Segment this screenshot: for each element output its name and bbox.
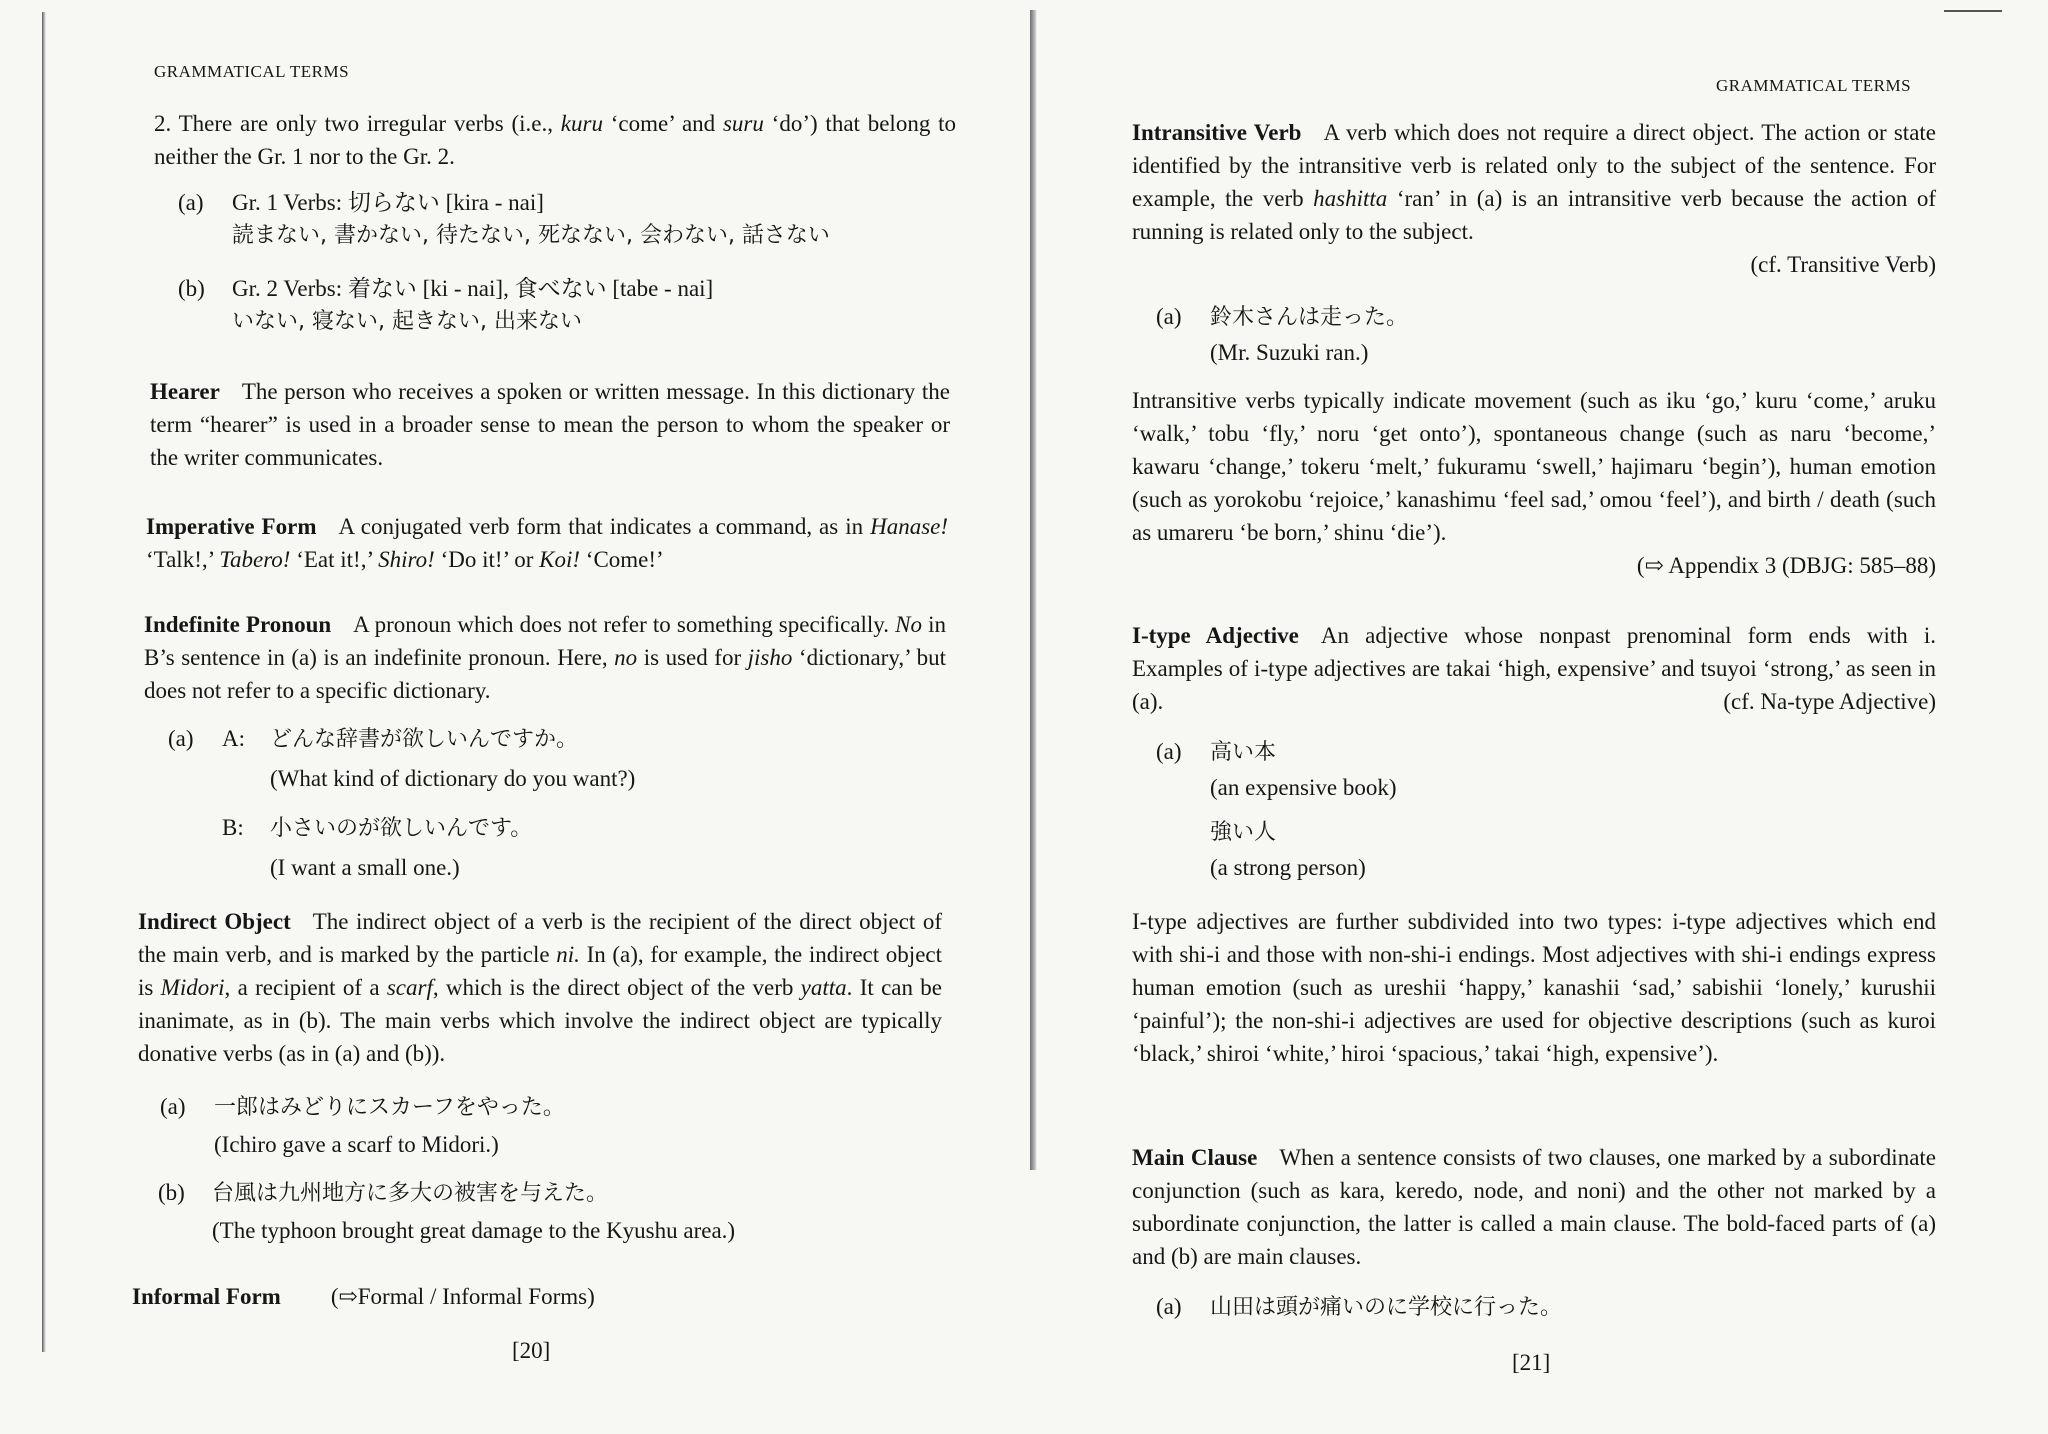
text: , which is the direct object of the verb: [432, 975, 801, 1000]
entry-term: Intransitive Verb: [1132, 120, 1302, 145]
example-word: Hanase!: [870, 514, 949, 539]
entry-definition: An adjective whose nonpast prenominal form ends with i. Examples of i-type adjectives are takai ‘high, expensive’ and tsuyoi ‘strong,’ as seen in (a).: [1132, 623, 1936, 714]
running-head: GRAMMATICAL TERMS: [154, 62, 350, 81]
example-intransitive-verb: [1156, 300, 1856, 369]
example-word: Koi!: [539, 547, 581, 572]
example-gr2: [178, 272, 978, 338]
example-japanese: 一郎はみどりにスカーフをやった。: [214, 1095, 565, 1120]
example-label: (a): [168, 726, 194, 751]
entry-term: Indefinite Pronoun: [144, 612, 332, 637]
example-label: (a): [1156, 739, 1182, 764]
text: In (a), for example, the indirect object is: [138, 942, 943, 1000]
entry-intransitive-verb: [1132, 116, 1936, 281]
example-word: jisho: [747, 645, 793, 670]
entry-definition: A conjugated verb form that indicates a command, as in: [338, 514, 871, 539]
cross-reference: (cf. Na-type Adjective): [1723, 689, 1936, 714]
example-label: (a): [178, 190, 204, 215]
text: ‘Come!’: [580, 547, 664, 572]
example-translation: (a strong person): [1210, 855, 1366, 880]
term-kuru: kuru: [560, 111, 603, 136]
entry-indirect-object: [138, 905, 942, 1070]
example-japanese: 読まない, 書かない, 待たない, 死なない, 会わない, 話さない: [232, 223, 830, 248]
text: ‘come’ and: [602, 111, 723, 136]
example-word: scarf: [386, 975, 433, 1000]
entry-definition: A pronoun which does not refer to something specifically.: [353, 612, 896, 637]
page-number: [20]: [512, 1338, 551, 1363]
example-word: Shiro!: [378, 547, 435, 572]
entry-hearer: [150, 375, 950, 474]
example-word: Midori: [160, 975, 225, 1000]
speaker-label: A:: [222, 726, 245, 751]
entry-definition: When a sentence consists of two clauses, one marked by a subordinate conjunction (such as kara, keredo, node, and noni) and the other not marked by a subordinate conjunction, the latter is called a main clause. The bold-faced parts of (a) and (b) are main clauses.: [1132, 1145, 1936, 1269]
entry-informal-form: [132, 1280, 952, 1313]
entry-imperative-form: [146, 510, 948, 576]
example-gr1: [178, 186, 978, 252]
entry-definition: The person who receives a spoken or written message. In this dictionary the term “hearer” is used in a broader sense to mean the person to whom the speaker or the writer communicates.: [150, 379, 950, 470]
example-translation: (Mr. Suzuki ran.): [1210, 340, 1369, 365]
example-indirect-object-b: [158, 1176, 978, 1247]
entry-term: I-type Adjective: [1132, 623, 1299, 648]
text: 2. There are only two irregular verbs (i.e.,: [154, 111, 553, 136]
entry-term: Informal Form: [132, 1284, 281, 1309]
text: ‘Do it!’ or: [434, 547, 540, 572]
speaker-label: B:: [222, 815, 244, 840]
term-suru: suru: [722, 111, 764, 136]
example-translation: (Ichiro gave a scarf to Midori.): [214, 1132, 499, 1157]
entry-term: Hearer: [150, 379, 220, 404]
example-word: No: [895, 612, 923, 637]
paragraph: I-type adjectives are further subdivided into two types: i-type adjectives which end with shi-i and those with non-shi-i endings. Most adjectives with shi-i endings express human emotion (such as ureshii ‘happy,’ kanashii ‘sad,’ sabishii ‘lonely,’ kurushii ‘painful’); the non-shi-i adjectives are used for objective descriptions (such as kuroi ‘black,’ shiroi ‘white,’ hiroi ‘spacious,’ takai ‘high, expensive’).: [1132, 909, 1936, 1066]
entry-i-type-adjective: [1132, 619, 1936, 718]
entry-definition: The indirect object of a verb is the recipient of the direct object of the main verb, and is marked by the particle: [138, 909, 942, 967]
paragraph: Intransitive verbs typically indicate movement (such as iku ‘go,’ kuru ‘come,’ aruku ‘walk,’ tobu ‘fly,’ noru ‘get onto’), spontaneous change (such as naru ‘become,’ kawaru ‘change,’ tokeru ‘melt,’ fukuramu ‘swell,’ hajimaru ‘begin’), human emotion (such as yorokobu ‘rejoice,’ kanashimu ‘feel sad,’ omou ‘feel’), and birth / death (such as umareru ‘be born,’ shinu ‘die’).: [1132, 388, 1936, 545]
entry-term: Indirect Object: [138, 909, 291, 934]
cross-reference: (⇨ Appendix 3 (DBJG: 585–88): [1636, 553, 1936, 578]
right-page: [1034, 0, 2048, 1434]
irregular-verbs-note: [154, 107, 956, 173]
i-type-adjective-subtypes: [1132, 905, 1936, 1070]
example-japanese: 鈴木さんは走った。: [1210, 305, 1409, 330]
example-main-clause: [1156, 1290, 1856, 1324]
text: ‘Talk!,’: [146, 547, 220, 572]
example-text: Gr. 1 Verbs: 切らない [kira - nai]: [232, 190, 544, 215]
example-translation: (What kind of dictionary do you want?): [270, 766, 636, 791]
entry-main-clause: [1132, 1141, 1936, 1273]
entry-term: Imperative Form: [146, 514, 317, 539]
cross-reference: (cf. Transitive Verb): [1750, 252, 1936, 277]
example-word: ni.: [556, 942, 580, 967]
example-japanese: いない, 寝ない, 起きない, 出来ない: [232, 309, 582, 334]
text: ‘Eat it!,’: [290, 547, 379, 572]
example-label: (a): [1156, 304, 1182, 329]
text: in B’s sentence in (a) is an indefinite pronoun. Here,: [144, 612, 947, 670]
text: , a recipient of a: [224, 975, 387, 1000]
example-japanese: 台風は九州地方に多大の被害を与えた。: [212, 1181, 609, 1206]
entry-indefinite-pronoun: [144, 608, 946, 707]
cross-reference: (⇨Formal / Informal Forms): [330, 1284, 595, 1309]
text: is used for: [637, 645, 748, 670]
example-translation: (an expensive book): [1210, 775, 1397, 800]
example-word: yatta: [800, 975, 847, 1000]
entry-term: Main Clause: [1132, 1145, 1258, 1170]
example-label: (b): [178, 276, 205, 301]
example-japanese: 小さいのが欲しいんです。: [270, 816, 533, 841]
example-text: Gr. 2 Verbs: 着ない [ki - nai], 食べない [tabe - nai]: [232, 276, 714, 301]
example-label: (a): [1156, 1294, 1182, 1319]
text: ‘do’) that belong to neither the Gr. 1 nor to the Gr. 2.: [154, 111, 956, 169]
example-label: (a): [160, 1094, 186, 1119]
example-label: (b): [158, 1180, 185, 1205]
example-japanese: 高い本: [1210, 740, 1277, 765]
example-word: Tabero!: [219, 547, 291, 572]
running-head: GRAMMATICAL TERMS: [1716, 76, 1912, 95]
example-indefinite-pronoun: [168, 722, 968, 884]
example-translation: (I want a small one.): [270, 855, 460, 880]
example-word: no: [614, 645, 638, 670]
text: . It can be inanimate, as in (b). The main verbs which involve the indirect object are typically donative verbs (as in (a) and (b)).: [138, 975, 943, 1066]
example-translation: (The typhoon brought great damage to the Kyushu area.): [212, 1218, 736, 1243]
entry-definition: A verb which does not require a direct object. The action or state identified by the intransitive verb is related only to the subject of the sentence. For example, the verb: [1132, 120, 1936, 211]
example-japanese: どんな辞書が欲しいんですか。: [270, 727, 579, 752]
text: ‘dictionary,’ but does not refer to a specific dictionary.: [144, 645, 946, 703]
example-japanese: 強い人: [1210, 820, 1277, 845]
text: ‘ran’ in (a) is an intransitive verb because the action of running is related only to the subject.: [1132, 186, 1936, 244]
example-word: hashitta: [1313, 186, 1388, 211]
example-japanese: 山田は頭が痛いのに学校に行った。: [1210, 1295, 1563, 1320]
page-number: [21]: [1512, 1350, 1551, 1375]
example-i-type-adjective: [1156, 735, 1856, 884]
intransitive-verb-classes: [1132, 384, 1936, 582]
example-indirect-object-a: [160, 1090, 960, 1161]
